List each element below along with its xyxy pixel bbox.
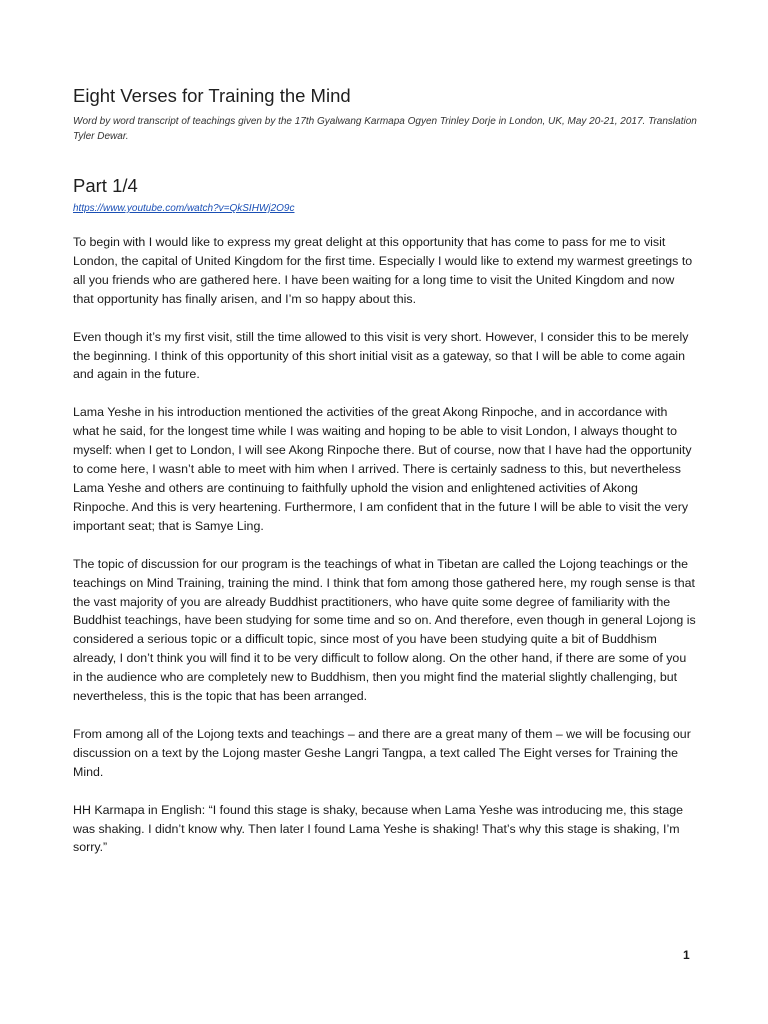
paragraph-4: The topic of discussion for our program is the teachings of what in Tibetan are called the Lojong teachings or the teachings on Mind Training, training the mind. I think that fom among those gathered here, my rough sense is that the vast majority of you are already Buddhist practitioners, who have quite some degree of familiarity with the Buddhist teachings, have been studying for some time and so on. And therefore, even though in general Lojong is considered a serious topic or a difficult topic, since most of you have been studying quite a bit of Buddhism already, I don’t think you will find it to be very difficult to follow along. On the other hand, if there are some of you in the audience who are completely new to Buddhism, then you might find the material slightly challenging, but nevertheless, this is the topic that has been arranged. bbox=[73, 556, 696, 704]
paragraph-6: HH Karmapa in English: “I found this stage is shaky, because when Lama Yeshe was introducing me, this stage was shaking. I didn’t know why. Then later I found Lama Yeshe is shaking! That’s why this stage is shaking, I’m sorry.” bbox=[73, 802, 684, 855]
document-body bbox=[73, 233, 697, 857]
document-title: Eight Verses for Training the Mind bbox=[73, 85, 351, 106]
paragraph-3: Lama Yeshe in his introduction mentioned the activities of the great Akong Rinpoche, and in accordance with what he said, for the longest time while I was waiting and hoping to be able to visit London, I always thought to myself: when I get to London, I will see Akong Rinpoche there. But of course, now that I have had the opportunity to come here, I wasn’t able to meet with him when I arrived. There is certainly sadness to this, but nevertheless Lama Yeshe and others are continuing to faithfully uphold the vision and enlightened activities of Akong Rinpoche. And this is very heartening. Furthermore, I am confident that in the future I will be able to visit the very important seat; that is Samye Ling. bbox=[73, 405, 692, 533]
video-link[interactable]: https://www.youtube.com/watch?v=QkSIHWj2O9c bbox=[73, 203, 295, 214]
paragraph-5: From among all of the Lojong texts and teachings – and there are a great many of them – we will be focusing our discussion on a text by the Lojong master Geshe Langri Tangpa, a text called The Eight verses for Training the Mind. bbox=[73, 726, 691, 779]
paragraph-1: To begin with I would like to express my great delight at this opportunity that has come to pass for me to visit London, the capital of United Kingdom for the first time. Especially I would like to extend my warmest greetings to all you friends who are gathered here. I have been waiting for a long time to visit the United Kingdom and now that opportunity has finally arisen, and I’m so happy about this. bbox=[73, 235, 693, 306]
document-subtitle: Word by word transcript of teachings given by the 17th Gyalwang Karmapa Ogyen Trinley Dorje in London, UK, May 20-21, 2017. Translation Tyler Dewar. bbox=[73, 116, 697, 142]
part-heading: Part 1/4 bbox=[73, 175, 138, 196]
page-number: 1 bbox=[683, 948, 690, 962]
paragraph-2: Even though it’s my first visit, still the time allowed to this visit is very short. However, I consider this to be merely the beginning. I think of this opportunity of this short initial visit as a gateway, so that I will be able to come again and again in the future. bbox=[73, 329, 689, 382]
document-page bbox=[73, 84, 697, 876]
